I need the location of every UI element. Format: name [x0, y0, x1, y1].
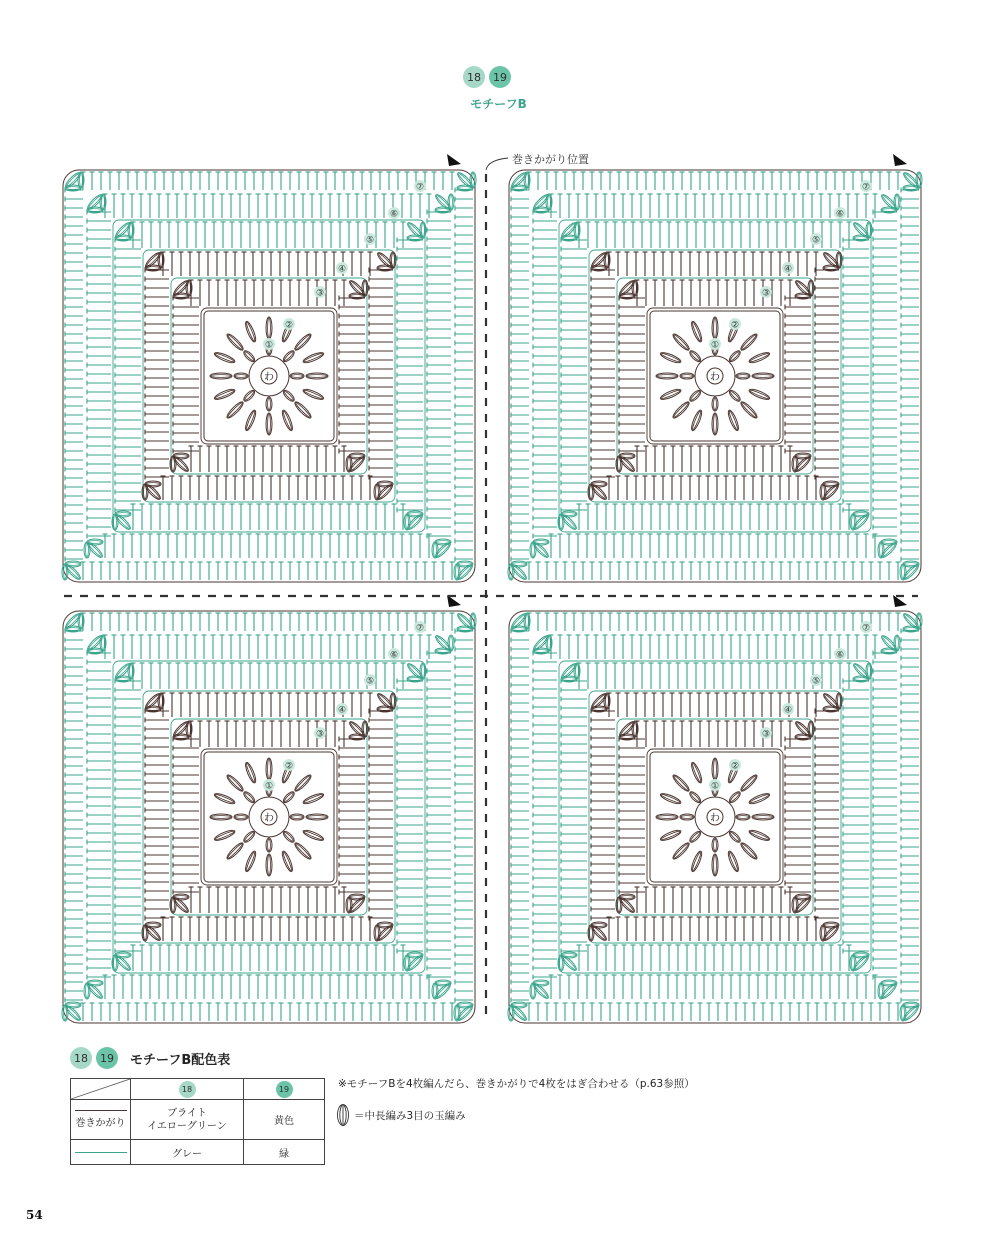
symbol-key-text: ＝中長編み3目の玉編み	[354, 1109, 466, 1122]
legend-title: モチーフB配色表	[130, 1052, 231, 1068]
svg-text:③: ③	[315, 729, 325, 740]
row-value-19: 黄色	[244, 1100, 325, 1140]
svg-text:⑦: ⑦	[861, 182, 871, 193]
svg-text:③: ③	[315, 288, 325, 299]
table-badge-18: 18	[179, 1081, 196, 1098]
table-badge-19: 19	[276, 1081, 293, 1098]
motif-3	[62, 595, 476, 1023]
svg-text:⑤: ⑤	[811, 235, 821, 246]
table-header-18	[131, 1079, 244, 1100]
svg-text:④: ④	[337, 705, 347, 716]
svg-text:わ: わ	[264, 372, 274, 383]
badge-18: 18	[463, 66, 485, 88]
row-key-cell	[71, 1140, 131, 1165]
motif-4	[508, 595, 922, 1023]
assembly-note: ※モチーフBを4枚編んだら、巻きかがりで4枚をはぎ合わせる（p.63参照）	[338, 1078, 695, 1090]
svg-text:④: ④	[337, 264, 347, 275]
svg-text:わ: わ	[264, 813, 274, 824]
puff-stitch-icon	[334, 1103, 352, 1127]
teal-line-swatch	[75, 1152, 127, 1153]
row-key-label: 巻きかがり	[75, 1118, 126, 1129]
svg-text:①: ①	[710, 340, 720, 351]
svg-text:⑤: ⑤	[365, 235, 375, 246]
legend-badge-19: 19	[96, 1047, 118, 1069]
table-corner-cell	[71, 1079, 131, 1100]
table-row	[71, 1140, 325, 1165]
table-header-19	[244, 1079, 325, 1100]
join-position-label: 巻きかがり位置	[512, 153, 589, 166]
table-row	[71, 1100, 325, 1140]
svg-text:②: ②	[284, 320, 294, 331]
row-key-cell	[71, 1100, 131, 1140]
symbol-key	[334, 1103, 466, 1127]
row-value-18: ブライト イエローグリーン	[131, 1100, 244, 1140]
svg-text:④: ④	[783, 264, 793, 275]
row-value-19: 緑	[244, 1140, 325, 1165]
row-value-18: グレー	[131, 1140, 244, 1165]
svg-text:②: ②	[730, 320, 740, 331]
svg-text:①: ①	[264, 340, 274, 351]
badge-19: 19	[489, 66, 511, 88]
motif-2	[508, 154, 922, 582]
motif-1	[62, 154, 476, 582]
svg-text:②: ②	[284, 761, 294, 772]
page-title: モチーフB	[470, 97, 527, 111]
svg-text:⑥: ⑥	[389, 209, 399, 220]
svg-text:③: ③	[761, 288, 771, 299]
svg-text:⑥: ⑥	[389, 650, 399, 661]
svg-text:⑦: ⑦	[415, 623, 425, 634]
color-table	[70, 1078, 325, 1165]
svg-text:⑤: ⑤	[365, 676, 375, 687]
svg-text:⑥: ⑥	[835, 209, 845, 220]
svg-text:⑦: ⑦	[415, 182, 425, 193]
legend-header	[70, 1047, 325, 1069]
color-legend	[70, 1047, 325, 1165]
svg-text:わ: わ	[710, 372, 720, 383]
svg-text:①: ①	[264, 781, 274, 792]
brown-line-swatch	[75, 1110, 127, 1111]
page-number: 54	[26, 1208, 43, 1222]
legend-badge-18: 18	[70, 1047, 92, 1069]
